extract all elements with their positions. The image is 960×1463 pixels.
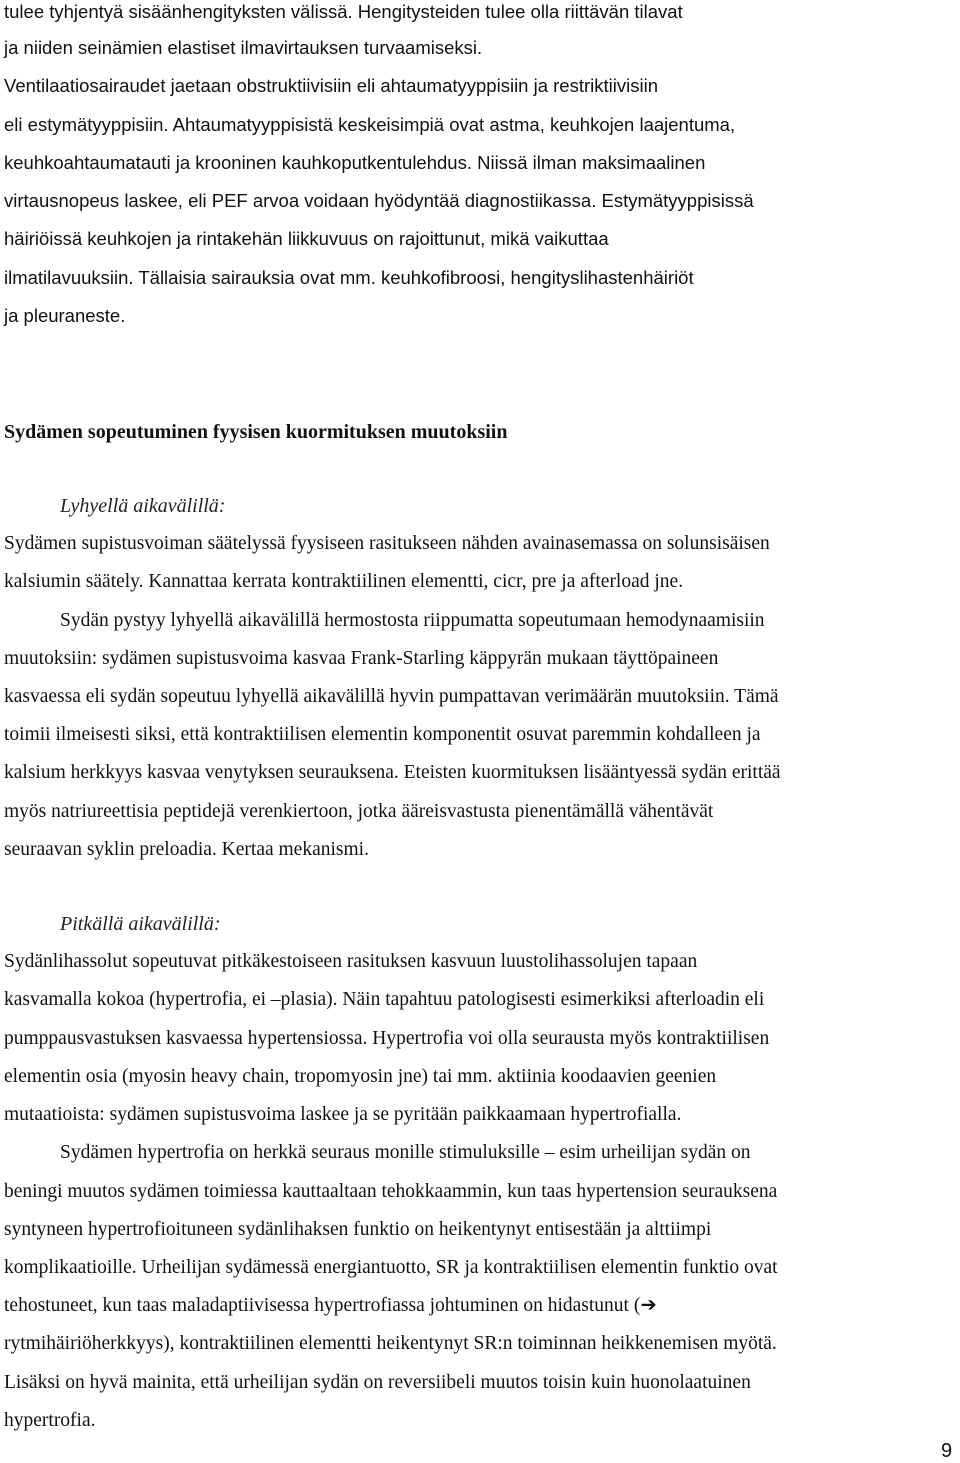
paragraph-line: Sydämen hypertrofia on herkkä seuraus monille stimuluksille – esim urheilijan sydän on	[60, 1142, 751, 1163]
intro-line: keuhkoahtaumatauti ja krooninen kauhkoputkentulehdus. Niissä ilman maksimaalinen	[4, 152, 706, 173]
paragraph-line: muutoksiin: sydämen supistusvoima kasvaa Frank-Starling käppyrän mukaan täyttöpaineen	[4, 648, 719, 669]
intro-line: ilmatilavuuksiin. Tällaisia sairauksia ovat mm. keuhkofibroosi, hengityslihastenhäiriöt	[4, 267, 694, 288]
paragraph-line: mutaatioista: sydämen supistusvoima laskee ja se pyritään paikkaamaan hypertrofialla.	[4, 1104, 682, 1125]
paragraph-line: pumppausvastuksen kasvaessa hypertensiossa. Hypertrofia voi olla seurausta myös kontraktiilisen	[4, 1028, 770, 1049]
paragraph-line: seuraavan syklin preloadia. Kertaa mekanismi.	[4, 839, 369, 860]
paragraph-line: tehostuneet, kun taas maladaptiivisessa hypertrofiassa johtuminen on hidastunut (➔	[4, 1295, 657, 1316]
subsection-heading-long-term: Pitkällä aikavälillä:	[60, 913, 221, 935]
paragraph-line: kalsium herkkyys kasvaa venytyksen seurauksena. Eteisten kuormituksen lisääntyessä sydän erittää	[4, 762, 781, 783]
paragraph-line: syntyneen hypertrofioituneen sydänlihaksen funktio on heikentynyt entisestään ja alttiimpi	[4, 1219, 712, 1240]
paragraph-line: hypertrofia.	[4, 1410, 96, 1431]
paragraph-line: Lisäksi on hyvä mainita, että urheilijan sydän on reversiibeli muutos toisin kuin huonolaatuinen	[4, 1372, 751, 1393]
paragraph-line: toimii ilmeisesti siksi, että kontraktiilisen elementin komponentit osuvat paremmin kohdalleen ja	[4, 724, 761, 745]
paragraph-line: myös natriureettisia peptidejä verenkiertoon, jotka ääreisvastusta pienentämällä vähentävät	[4, 801, 714, 822]
paragraph-line: Sydänlihassolut sopeutuvat pitkäkestoiseen rasituksen kasvuun luustolihassolujen tapaan	[4, 951, 698, 972]
paragraph-line: komplikaatioille. Urheilijan sydämessä energiantuotto, SR ja kontraktiilisen elementin funktio ovat	[4, 1257, 778, 1278]
section-heading: Sydämen sopeutuminen fyysisen kuormituksen muutoksiin	[4, 421, 508, 443]
paragraph-line: kalsiumin säätely. Kannattaa kerrata kontraktiilinen elementti, cicr, pre ja afterload jne.	[4, 571, 684, 592]
intro-line: ja niiden seinämien elastiset ilmavirtauksen turvaamiseksi.	[4, 37, 483, 58]
intro-line: ja pleuraneste.	[4, 305, 126, 326]
paragraph-line: Sydämen supistusvoiman säätelyssä fyysiseen rasitukseen nähden avainasemassa on solunsisäisen	[4, 533, 770, 554]
intro-line: virtausnopeus laskee, eli PEF arvoa voidaan hyödyntää diagnostiikassa. Estymätyyppisissä	[4, 190, 754, 211]
paragraph-line: beningi muutos sydämen toimiessa kauttaaltaan tehokkaammin, kun taas hypertension seurauksena	[4, 1181, 778, 1202]
paragraph-line: Sydän pystyy lyhyellä aikavälillä hermostosta riippumatta sopeutumaan hemodynaamisiin	[60, 610, 765, 631]
paragraph-line: kasvamalla kokoa (hypertrofia, ei –plasia). Näin tapahtuu patologisesti esimerkiksi afterloadin eli	[4, 989, 765, 1010]
page-number: 9	[941, 1440, 953, 1462]
paragraph-line: elementin osia (myosin heavy chain, tropomyosin jne) tai mm. aktiinia koodaavien geenien	[4, 1066, 717, 1087]
paragraph-line: kasvaessa eli sydän sopeutuu lyhyellä aikavälillä hyvin pumpattavan verimäärän muutoksiin. Tämä	[4, 686, 779, 707]
intro-line: Ventilaatiosairaudet jaetaan obstruktiivisiin eli ahtaumatyyppisiin ja restriktiivisiin	[4, 75, 658, 96]
intro-line: tulee tyhjentyä sisäänhengityksten välissä. Hengitysteiden tulee olla riittävän tilavat	[4, 1, 683, 22]
paragraph-line: rytmihäiriöherkkyys), kontraktiilinen elementti heikentynyt SR:n toiminnan heikkenemisen myötä.	[4, 1333, 777, 1354]
intro-line: eli estymätyyppisiin. Ahtaumatyyppisistä keskeisimpiä ovat astma, keuhkojen laajentuma,	[4, 114, 736, 135]
subsection-heading-short-term: Lyhyellä aikavälillä:	[60, 495, 226, 517]
intro-line: häiriöissä keuhkojen ja rintakehän liikkuvuus on rajoittunut, mikä vaikuttaa	[4, 228, 609, 249]
